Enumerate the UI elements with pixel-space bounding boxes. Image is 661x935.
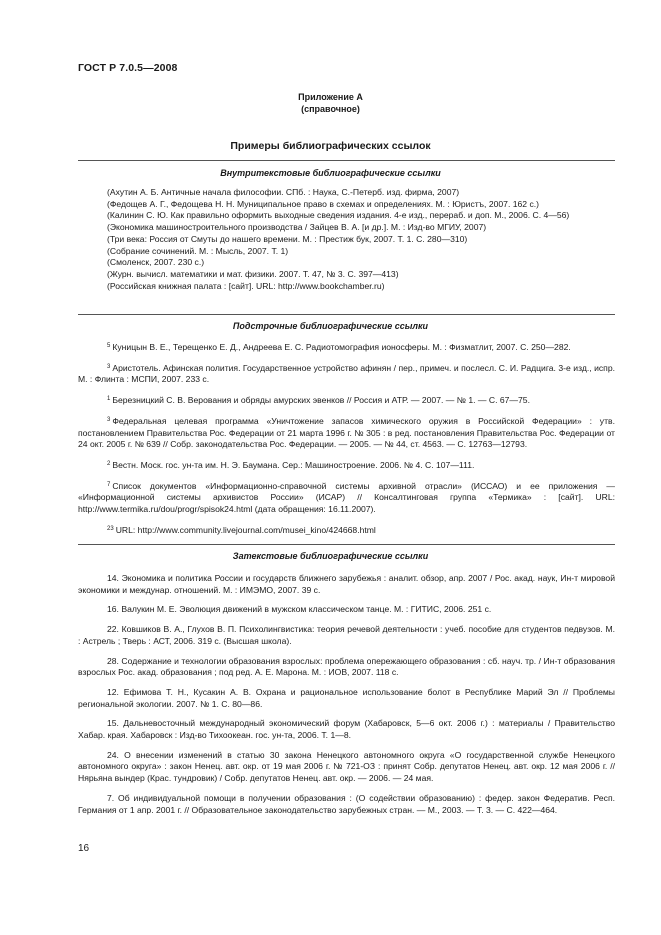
- reference-item: (Российская книжная палата : [сайт]. URL: http://www.bookchamber.ru): [107, 280, 385, 291]
- section-title-extratext: Затекстовые библиографические ссылки: [232, 551, 429, 561]
- reference-item: 24. О внесении изменений в статью 30 закона Ненецкого автономного округа «О государственной службе Ненецкого автономного округа» : закон Ненец. авт. окр. от 19 мая 2006 г. № 721-ОЗ : принят Собр. депутатов Ненец. авт. окр. 12 мая 2006 г. // Нярьяна вындер (Крас. тундровик) / Собр. депутатов Ненец. авт. окр. — 2006. — 24 мая.: [78, 749, 615, 784]
- reference-item: (Экономика машиностроительного производства / Зайцев В. А. [и др.]. М. : Изд-во МГИУ, 2007): [107, 222, 487, 233]
- extratext-references: [78, 573, 615, 816]
- footnote-item: [78, 524, 615, 537]
- section-divider: [78, 314, 615, 315]
- footnote-number: 1: [107, 396, 111, 403]
- appendix-subtitle: (справочное): [301, 104, 360, 114]
- footnote-text: Вестн. Моск. гос. ун-та им. Н. Э. Баумана. Сер.: Машиностроение. 2006. № 4. С. 107—111.: [112, 459, 475, 470]
- reference-item: (Ахутин А. Б. Античные начала философии. СПб. : Наука, С.-Петерб. изд. фирма, 2007): [107, 187, 460, 197]
- main-title: Примеры библиографических ссылок: [230, 140, 431, 152]
- reference-item: 14. Экономика и политика России и государств ближнего зарубежья : аналит. обзор, апр. 2007 / Рос. акад. наук, Ин-т мировой экономики и междунар. отношений. М. : ИМЭМО, 2007. 39 с.: [78, 573, 615, 595]
- footnote-number: 23: [107, 525, 114, 532]
- footnote-text: Куницын В. Е., Терещенко Е. Д., Андреева Е. С. Радиотомография ионосферы. М. : Физматлит, 2007. С. 250—282.: [112, 342, 571, 352]
- reference-item: 22. Ковшиков В. А., Глухов В. П. Психолингвистика: теория речевой деятельности : учеб. пособие для студентов педвузов. М. : Астрель ; Тверь : АСТ, 2006. 319 с. (Высшая школа).: [78, 624, 615, 646]
- footnote-text: Аристотель. Афинская полития. Государственное устройство афинян / пер., примеч. и послесл. С. И. Радцига. 3-е изд., испр. М. : Флинта : МСПИ, 2007. 233 с.: [78, 362, 615, 385]
- footnote-item: [78, 480, 615, 516]
- section-title-footnote: Подстрочные библиографические ссылки: [232, 321, 429, 331]
- section-title-intratext: Внутритекстовые библиографические ссылки: [220, 168, 441, 178]
- reference-item: 28. Содержание и технологии образования взрослых: проблема опережающего образования : сб. науч. тр. / Ин-т образования взрослых Рос. акад. образования ; под ред. А. Е. Марона. М. : ИОВ, 2007. 118 с.: [78, 655, 615, 678]
- reference-item: 7. Об индивидуальной помощи в получении образования : (О содействии образованию) : федер. закон Федератив. Респ. Германия от 1 апр. 2001 г. // Образовательное законодательство зарубежных стран. — М., 2003. — Т. 3. — С. 422—464.: [78, 792, 615, 815]
- reference-item: (Смоленск, 2007. 230 с.): [107, 257, 205, 268]
- footnote-number: 3: [107, 416, 111, 423]
- section-divider: [78, 160, 615, 161]
- reference-item: (Собрание сочинений. М. : Мысль, 2007. Т. 1): [107, 245, 289, 256]
- footnote-number: 7: [107, 481, 111, 488]
- reference-item: 16. Валукин М. Е. Эволюция движений в мужском классическом танце. М. : ГИТИС, 2006. 251 с.: [107, 604, 492, 615]
- reference-item: 15. Дальневосточный международный экономический форум (Хабаровск, 5—6 окт. 2006 г.) : материалы / Правительство Хабар. края. Хабаровск : Изд-во Тихоокеан. гос. ун-та, 2006. Т. 1—8.: [78, 718, 615, 741]
- footnote-text: Федеральная целевая программа «Уничтожение запасов химического оружия в Российской Федерации» : утв. постановлением Правительства Рос. Федерации от 21 марта 1996 г. № 305 : в ред. постановления Правительства Рос. Федерации от 24 окт. 2005 г. № 639 // Собр. законодательства Рос. Федерации. — 2005. — № 44, ст. 4563. — С. 12763—12793.: [78, 415, 615, 450]
- reference-item: (Журн. вычисл. математики и мат. физики. 2007. Т. 47, № 3. С. 397—413): [107, 268, 399, 279]
- footnote-item: [78, 459, 615, 472]
- footnote-number: 5: [107, 343, 111, 349]
- reference-item: (Федощев А. Г., Федощева Н. Н. Муниципальное право в схемах и определениях. М. : Юристъ, 2007. 162 с.): [107, 198, 539, 209]
- footnote-text: Список документов «Информационно-справочной системы архивной отрасли» (ИССАО) и ее приложения — «Информационной системы архивистов России» (ИСАР) // Консалтинговая группа «Термика» : [сайт]. URL: http://www.termika.ru/dou/progr/spisok24.html (дата обращения: 16.11.2007).: [78, 480, 615, 515]
- footnote-text: Березницкий С. В. Верования и обряды амурских эвенков // Россия и АТР. — 2007. — № 1. — С. 67—75.: [112, 395, 530, 406]
- reference-item: (Три века: Россия от Смуты до нашего времени. М. : Престиж бук, 2007. Т. 1. С. 280—310): [107, 233, 468, 244]
- footnote-number: 2: [107, 460, 111, 467]
- appendix-title: Приложение А: [298, 92, 363, 102]
- footnote-references: [78, 341, 615, 536]
- page-number: 16: [78, 843, 90, 854]
- footnote-item: [78, 362, 615, 386]
- intratext-references: [78, 187, 615, 292]
- footnote-item: [78, 341, 615, 354]
- footnote-number: 3: [107, 363, 111, 370]
- reference-item: (Калинин С. Ю. Как правильно оформить выходные сведения издания. 4-е изд., перераб. и доп. М., 2006. С. 4—56): [107, 210, 570, 221]
- footnote-text: URL: http://www.community.livejournal.com/musei_kino/424668.html: [115, 524, 376, 535]
- reference-item: 12. Ефимова Т. Н., Кусакин А. В. Охрана и рациональное использование болот в Республике Марий Эл // Проблемы региональной экологии. 2007. № 1. С. 80—86.: [78, 686, 615, 709]
- footnote-item: [78, 415, 615, 451]
- section-divider: [78, 544, 615, 545]
- document-header: ГОСТ Р 7.0.5—2008: [78, 62, 178, 74]
- footnote-item: [78, 394, 615, 407]
